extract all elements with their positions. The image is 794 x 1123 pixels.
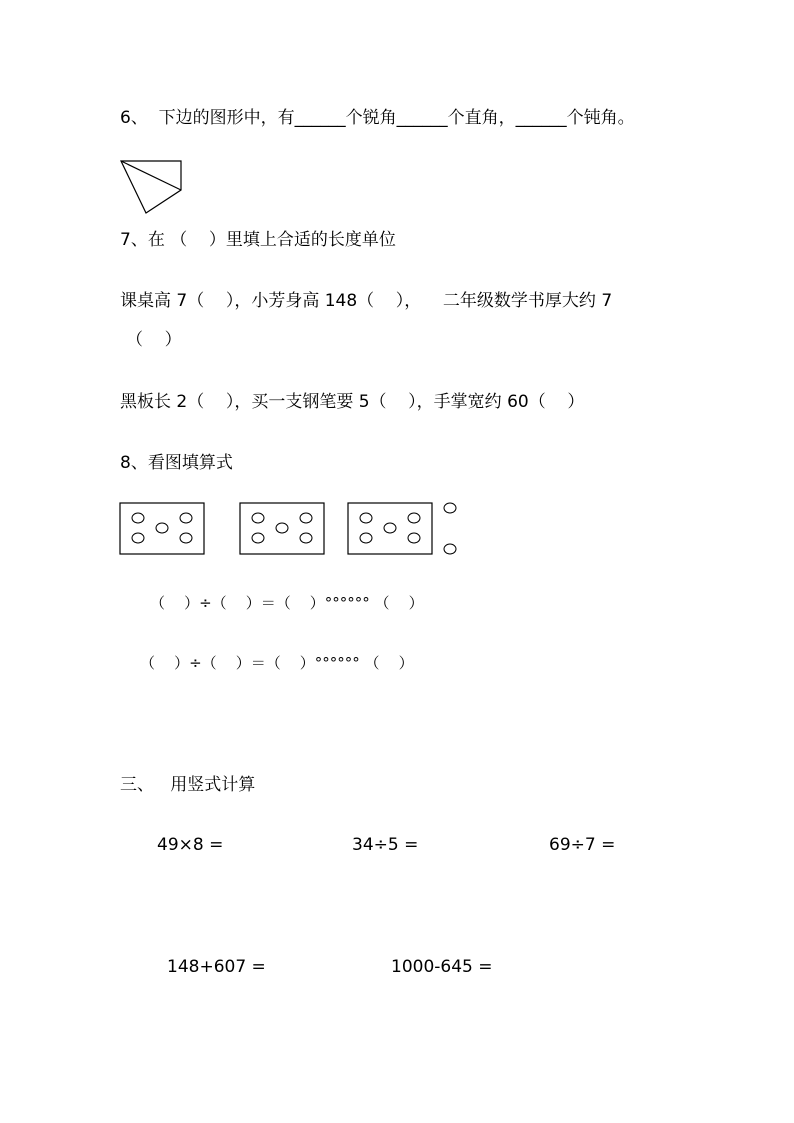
angle-figure bbox=[118, 158, 188, 218]
dot-box-3 bbox=[348, 503, 432, 554]
dots-figure bbox=[118, 498, 463, 560]
problem-34div5: 34÷5 = bbox=[352, 835, 419, 855]
q7-title: 7、在 （ ）里填上合适的长度单位 bbox=[120, 230, 396, 250]
problem-1000minus645: 1000-645 = bbox=[391, 957, 493, 977]
problem-148plus607: 148+607 = bbox=[167, 957, 266, 977]
dot-box-2 bbox=[240, 503, 324, 554]
q8-equation-1: （ ）÷（ ）＝（ ）°°°°°° （ ） bbox=[150, 594, 424, 612]
q7-line1: 课桌高 7（ ），小芳身高 148（ ）， 二年级数学书厚大约 7 bbox=[120, 291, 613, 311]
q6-text: 6、 下边的图形中，有______个锐角______个直角，______个钝角。 bbox=[120, 108, 635, 128]
section3-title: 三、 用竖式计算 bbox=[120, 775, 256, 795]
q7-line3: 黑板长 2（ ），买一支钢笔要 5（ ），手掌宽约 60（ ） bbox=[120, 392, 585, 412]
q8-title: 8、看图填算式 bbox=[120, 453, 233, 473]
problem-49x8: 49×8 = bbox=[157, 835, 224, 855]
dot-box-1 bbox=[120, 503, 204, 554]
q7-line2: （ ） bbox=[126, 330, 182, 350]
problem-69div7: 69÷7 = bbox=[549, 835, 616, 855]
q8-equation-2: （ ）÷（ ）＝（ ）°°°°°° （ ） bbox=[140, 654, 414, 672]
